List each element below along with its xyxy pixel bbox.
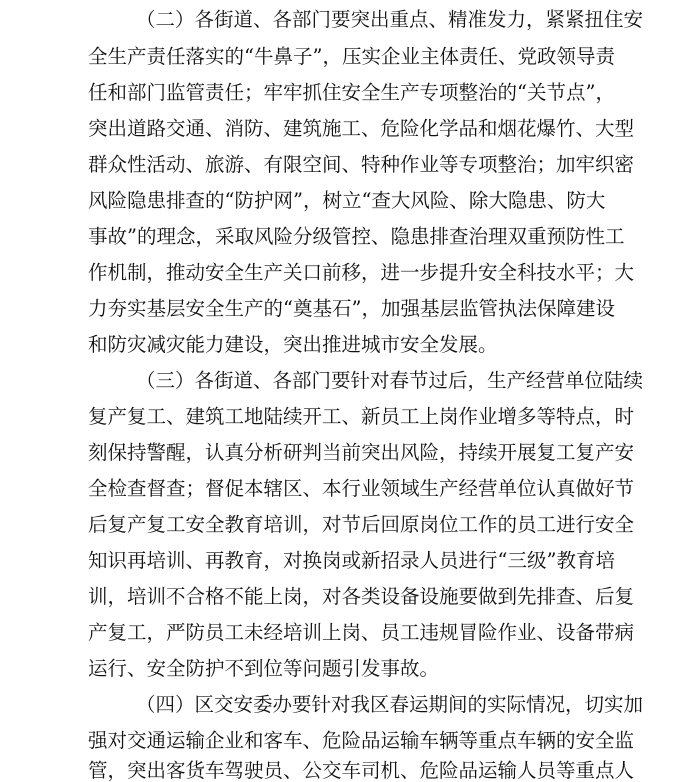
text-line: 刻保持警醒，认真分析研判当前突出风险，持续开展复工复产安 [88,441,635,464]
text-line: 风险隐患排查的“防护网”，树立“查大风险、除大隐患、防大 [88,189,606,212]
text-line: 和防灾减灾能力建设，突出推进城市安全发展。 [88,333,498,356]
text-line: （四）区交安委办要针对我区春运期间的实际情况，切实加 [136,693,644,716]
text-line: 产复工，严防员工未经培训上岗、员工违规冒险作业、设备带病 [88,621,635,644]
text-line: 管，突出客货车驾驶员、公交车司机、危险品运输人员等重点人 [88,759,635,782]
text-line: 训，培训不合格不能上岗，对各类设备设施要做到先排查、后复 [88,585,635,608]
text-line: 突出道路交通、消防、建筑施工、危险化学品和烟花爆竹、大型 [88,117,635,140]
text-line: 知识再培训、再教育，对换岗或新招录人员进行“三级”教育培 [88,549,615,572]
text-line: 任和部门监管责任；牢牢抓住安全生产专项整治的“关节点”， [88,81,615,104]
text-line: 运行、安全防护不到位等问题引发事故。 [88,657,440,680]
text-line: 全检查督查；督促本辖区、本行业领域生产经营单位认真做好节 [88,477,635,500]
text-line: 全生产责任落实的“牛鼻子”，压实企业主体责任、党政领导责 [88,45,615,68]
text-line: 力夯实基层安全生产的“奠基石”，加强基层监管执法保障建设 [88,297,615,320]
text-line: 复产复工、建筑工地陆续开工、新员工上岗作业增多等特点，时 [88,405,635,428]
text-line: 后复产复工安全教育培训，对节后回原岗位工作的员工进行安全 [88,513,635,536]
text-line: 作机制，推动安全生产关口前移，进一步提升安全科技水平；大 [88,261,635,284]
text-line: 群众性活动、旅游、有限空间、特种作业等专项整治；加牢织密 [88,153,635,176]
text-line: 强对交通运输企业和客车、危险品运输车辆等重点车辆的安全监 [88,729,635,752]
text-line: （三）各街道、各部门要针对春节过后，生产经营单位陆续 [136,369,644,392]
text-line: 事故”的理念，采取风险分级管控、隐患排查治理双重预防性工 [88,225,625,248]
text-line: （二）各街道、各部门要突出重点、精准发力，紧紧扭住安 [136,8,644,31]
